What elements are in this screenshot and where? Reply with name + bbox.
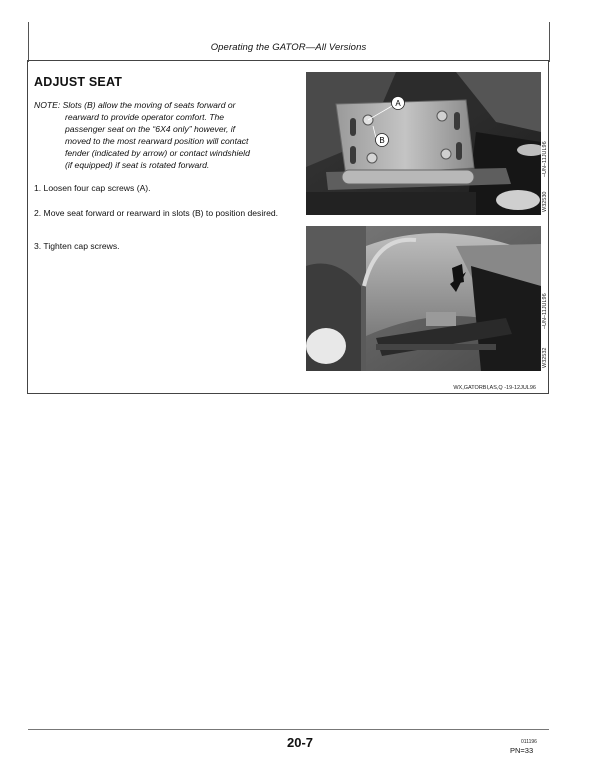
note-line: passenger seat on the “6X4 only” however, if — [65, 124, 236, 134]
page-number: 20-7 — [286, 735, 314, 750]
callout-a: A — [395, 99, 401, 108]
note-line: fender (indicated by arrow) or contact windshield — [65, 148, 250, 158]
seat-bracket-photo — [306, 72, 541, 215]
figure-code: W32532 — [542, 347, 548, 368]
footer-rule — [28, 729, 549, 730]
note-line: rearward to provide operator comfort. The — [65, 112, 225, 122]
step-1: 1. Loosen four cap screws (A). — [34, 183, 151, 193]
note-line: moved to the most rearward position will contact — [65, 136, 249, 146]
fender-photo — [306, 226, 541, 371]
note-line: (if equipped) if seat is rotated forward. — [65, 160, 210, 170]
header-rule-right — [549, 22, 550, 62]
pn-label: PN=33 — [510, 746, 534, 755]
date-code: 011196 — [521, 739, 537, 745]
figure-code: –UN–11JUL96 — [542, 141, 548, 177]
note-line: NOTE: Slots (B) allow the moving of seats forward or — [34, 100, 236, 110]
section-title: ADJUST SEAT — [34, 75, 123, 89]
reference-code: WX,GATORBI,AS,Q -19-12JUL96 — [453, 385, 536, 391]
running-head: Operating the GATOR—All Versions — [210, 42, 367, 53]
step-2: 2. Move seat forward or rearward in slots (B) to position desired. — [34, 208, 279, 218]
figure-code: W32530 — [542, 191, 548, 212]
callout-b: B — [379, 136, 385, 145]
step-3: 3. Tighten cap screws. — [34, 241, 120, 251]
note — [34, 99, 296, 171]
figure-code: –UN–11JUL96 — [542, 293, 548, 329]
